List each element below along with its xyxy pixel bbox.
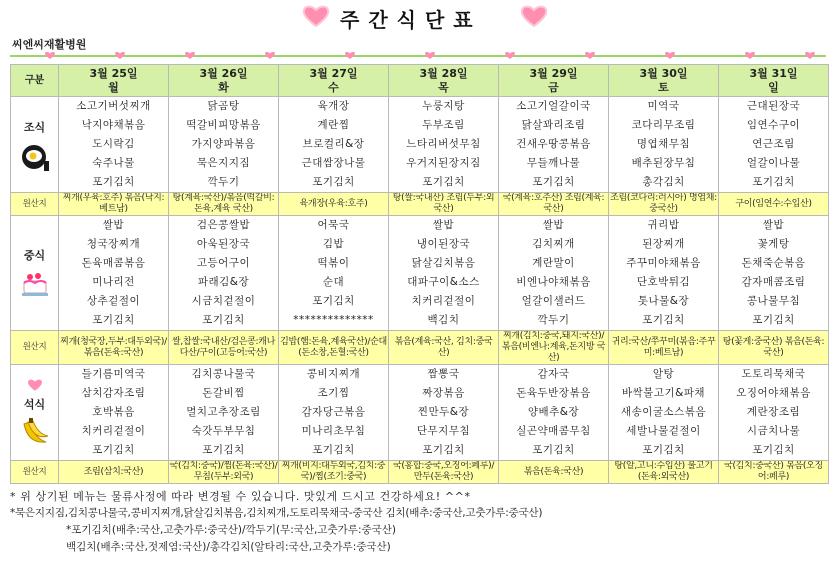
dish-item: 단무지무침 (416, 425, 471, 437)
dish-item: 호박볶음 (92, 406, 135, 418)
dish-item: 콩나물무침 (746, 295, 801, 307)
origin-cell: 귀리:국산/쭈꾸미(볶음:주꾸미:베트남) (609, 331, 719, 365)
dish-item: 쌀밥 (542, 219, 565, 231)
origin-cell: 찌개(비지:대두외국,김치:중국)/찜(조기:중국) (279, 461, 389, 484)
origin-cell: 탕(계육:국산)/볶음(떡갈비:돈육,계육 국산) (169, 193, 279, 216)
dish-item: 육개장 (317, 100, 350, 112)
dish-item: 검은콩쌀밥 (196, 219, 251, 231)
dish-item: 묵은지지짐 (196, 157, 251, 169)
day-menu-cell (59, 365, 169, 461)
dish-item: 어묵국 (317, 219, 350, 231)
origin-cell: 탕(쌀:국내산) 조림(두부:외국산) (389, 193, 499, 216)
dish-item: 김치콩나물국 (191, 368, 256, 380)
dish-item: 미나리초무침 (301, 425, 366, 437)
origin-cell: 탕(꽃게:중국산) 볶음(돈육:국산) (719, 331, 829, 365)
dish-item: 대파구이&소스 (407, 276, 480, 288)
dish-item: 쌀밥 (432, 219, 455, 231)
day-of-week: 수 (328, 80, 339, 94)
dish-item: 양배추&장 (527, 406, 580, 418)
day-header (389, 65, 499, 97)
origin-cell: 찌개(우육:호주) 볶음(낙지:베트남) (59, 193, 169, 216)
day-date: 3월 31일 (749, 66, 798, 80)
meal-label-cell (11, 97, 59, 193)
meal-label: 조식 (23, 120, 46, 134)
day-menu-cell (279, 216, 389, 331)
dish-item: ************** (293, 314, 374, 326)
page-title: 주간식단표 (340, 8, 482, 32)
day-menu-cell (389, 97, 499, 193)
dish-item: 포기김치 (642, 444, 685, 456)
dish-item: 냉이된장국 (416, 238, 471, 250)
meal-row (11, 365, 829, 461)
day-menu-cell (499, 365, 609, 461)
day-date: 3월 30일 (639, 66, 688, 80)
dish-item: 닭살꽈리조림 (521, 119, 586, 131)
dish-item: 삼치감자조림 (81, 387, 146, 399)
dish-item: 포기김치 (422, 176, 465, 188)
dish-item: 김밥 (322, 238, 345, 250)
notes-section (10, 488, 828, 556)
dish-item: 시금치겉절이 (191, 295, 256, 307)
day-menu-cell (499, 97, 609, 193)
day-menu-cell (609, 365, 719, 461)
day-date: 3월 27일 (309, 66, 358, 80)
header (0, 0, 835, 36)
day-menu-cell (279, 365, 389, 461)
day-header (609, 65, 719, 97)
origin-cell: 조림(삼치:국산) (59, 461, 169, 484)
dish-item: 찐만두&장 (417, 406, 470, 418)
dish-item: 감자매콤조림 (741, 276, 806, 288)
dish-item: 돈채죽순볶음 (741, 257, 806, 269)
dish-item: 포기김치 (202, 314, 245, 326)
dish-item: 새송이굴소스볶음 (620, 406, 707, 418)
dish-item: 짜장볶음 (422, 387, 465, 399)
dish-item: 미역국 (647, 100, 680, 112)
dish-item: 무들깨나물 (526, 157, 581, 169)
dish-item: 포기김치 (752, 176, 795, 188)
kimchi-origin-note: *포기김치(배추:국산,고춧가루:중국산)/깍두기(무:국산,고춧가루:중국산) (66, 524, 397, 536)
dish-item: 콩비지찌개 (306, 368, 361, 380)
day-date: 3월 28일 (419, 66, 468, 80)
origin-row (11, 193, 829, 216)
dish-item: 들기름미역국 (81, 368, 146, 380)
dish-item: 조기찜 (317, 387, 350, 399)
fried-egg-icon (20, 137, 50, 171)
day-of-week: 금 (548, 80, 559, 94)
day-header (59, 65, 169, 97)
day-menu-cell (609, 97, 719, 193)
origin-cell: 김밥(햄:돈육,계육국산)/순대(돈소창,돈혈:국산) (279, 331, 389, 365)
dish-item: 닭곰탕 (207, 100, 240, 112)
dish-item: 포기김치 (202, 444, 245, 456)
dish-item: 계란말이 (532, 257, 575, 269)
dish-item: 톳나물&장 (637, 295, 690, 307)
dish-item: 얼갈이나물 (746, 157, 801, 169)
day-of-week: 일 (768, 80, 779, 94)
dish-item: 포기김치 (312, 176, 355, 188)
origin-cell: 국(김치:중국)/찜(돈육:국산)/무침(두부:외국) (169, 461, 278, 482)
dish-item: 깍두기 (207, 176, 240, 188)
dish-item: 포기김치 (312, 295, 355, 307)
day-header (719, 65, 829, 97)
dish-item: 오징어야채볶음 (736, 387, 811, 399)
origin-cell: 구이(임연수:수입산) (719, 193, 829, 216)
dish-item: 연근조림 (752, 138, 795, 150)
dish-item: 두부조림 (422, 119, 465, 131)
day-of-week: 월 (108, 80, 119, 94)
day-menu-cell (169, 365, 279, 461)
origin-cell: 조림(코다리:러시아) 명엽채:중국산) (610, 193, 717, 214)
dish-item: 느타리버섯무침 (406, 138, 481, 150)
ribbon-divider (10, 50, 826, 62)
dish-item: 근대쌈장나물 (301, 157, 366, 169)
day-menu-cell (169, 97, 279, 193)
dish-item: 단호박튀김 (636, 276, 691, 288)
dish-item: 짬뽕국 (427, 368, 460, 380)
heart-icon (520, 4, 548, 28)
dish-item: 포기김치 (92, 314, 135, 326)
meal-row (11, 216, 829, 331)
origin-cell: 볶음(계육:국산, 김치:중국산) (389, 331, 499, 365)
day-date: 3월 25일 (89, 66, 138, 80)
kimchi-origin-note: 백김치(배추:국산,젓제염:국산)/총각김치(알타리:국산,고춧가루:중국산) (66, 541, 391, 553)
dish-item: 계란찜 (317, 119, 350, 131)
dish-item: 치커리겉절이 (411, 295, 476, 307)
origin-cell: 육개장(우육:호주) (279, 193, 389, 216)
dish-item: 포기김치 (752, 444, 795, 456)
dish-item: 포기김치 (752, 314, 795, 326)
dish-item: 바싹불고기&파채 (621, 387, 706, 399)
dish-item: 소고기얼갈이국 (516, 100, 591, 112)
dish-item: 포기김치 (422, 444, 465, 456)
day-menu-cell (169, 216, 279, 331)
dish-item: 숙주나물 (92, 157, 135, 169)
origin-cell: 탕(알,고니:수입산) 불고기(돈육:외국산) (609, 461, 719, 484)
day-menu-cell (279, 97, 389, 193)
origin-label: 원산지 (11, 461, 59, 484)
day-menu-cell (59, 97, 169, 193)
dish-item: 명엽채무침 (636, 138, 691, 150)
weekly-menu-table (10, 64, 829, 484)
dish-item: 돈육매콤볶음 (81, 257, 146, 269)
dish-item: 청국장찌개 (86, 238, 141, 250)
dish-item: 포기김치 (312, 444, 355, 456)
dish-item: 돈갈비찜 (202, 387, 245, 399)
dish-item: 상추겉절이 (86, 295, 141, 307)
dish-item: 배추된장무침 (631, 157, 696, 169)
dish-item: 포기김치 (532, 444, 575, 456)
meal-label: 중식 (23, 249, 46, 262)
dish-item: 계란장조림 (746, 406, 801, 418)
dish-item: 파래김&장 (197, 276, 250, 288)
dish-item: 숙갓두부무침 (191, 425, 256, 437)
gubun-header: 구분 (11, 65, 59, 97)
dish-item: 백김치 (427, 314, 460, 326)
meal-label: 석식 (23, 397, 46, 411)
dish-item: 도시락김 (92, 138, 135, 150)
dish-item: 브로컬리&장 (302, 138, 365, 150)
dish-item: 포기김치 (642, 314, 685, 326)
dish-item: 감자국 (537, 368, 570, 380)
meal-label-cell (11, 216, 59, 331)
day-menu-cell (609, 216, 719, 331)
dish-item: 순대 (322, 276, 345, 288)
dish-item: 쌀밥 (102, 219, 125, 231)
dish-item: 가지양파볶음 (191, 138, 256, 150)
origin-cell: 볶음(돈육:국산) (499, 461, 609, 484)
day-header (169, 65, 279, 97)
dish-item: 포기김치 (532, 176, 575, 188)
dish-item: 누룽지탕 (422, 100, 465, 112)
notice-text: * 위 상기된 메뉴는 물류사정에 따라 변경될 수 있습니다. 맛있게 드시고 건강하세요! ^^* (10, 490, 471, 503)
origin-cell: 쌀,찹쌀:국내산/검은콩:캐나다산/구이(고등어:국산) (169, 331, 279, 365)
dish-item: 고등어구이 (196, 257, 251, 269)
dish-item: 꽃게탕 (757, 238, 790, 250)
dish-item: 우거지된장지짐 (406, 157, 481, 169)
day-menu-cell (389, 365, 499, 461)
day-menu-cell (499, 216, 609, 331)
dish-item: 깍두기 (537, 314, 570, 326)
dish-item: 알탕 (652, 368, 675, 380)
day-of-week: 목 (438, 80, 449, 94)
meal-row (11, 97, 829, 193)
origin-label: 원산지 (11, 193, 59, 216)
dish-item: 감자당근볶음 (301, 406, 366, 418)
day-header (499, 65, 609, 97)
day-menu-cell (719, 97, 829, 193)
dish-item: 건새우땅콩볶음 (516, 138, 591, 150)
day-menu-cell (719, 216, 829, 331)
dish-item: 귀리밥 (647, 219, 680, 231)
dish-item: 낙지야채볶음 (81, 119, 146, 131)
dish-item: 실곤약매콤무침 (516, 425, 591, 437)
origin-cell: 국(계육:호주산) 조림(계육:국산) (499, 193, 609, 216)
dish-item: 근대된장국 (746, 100, 801, 112)
day-menu-cell (389, 216, 499, 331)
date-header-row (11, 65, 829, 97)
cake-icon (20, 265, 50, 299)
dish-item: 된장찌개 (642, 238, 685, 250)
dish-item: 도토리묵채국 (741, 368, 806, 380)
dish-item: 김치찌개 (532, 238, 575, 250)
dish-item: 시금치나물 (746, 425, 801, 437)
dish-item: 코다리무조림 (631, 119, 696, 131)
day-date: 3월 26일 (199, 66, 248, 80)
dish-item: 멸치고추장조림 (186, 406, 261, 418)
kimchi-origin-note: *묵은지지짐,김치콩나물국,콩비지찌개,닭살김치볶음,김치찌개,도토리묵채국-중국산 김치(배추:중국산,고춧가루:중국산) (10, 507, 543, 519)
dish-item: 주꾸미야채볶음 (626, 257, 701, 269)
origin-label: 원산지 (11, 331, 59, 365)
dish-item: 비엔나야채볶음 (516, 276, 591, 288)
origin-cell: 찌개(청국장,두부:대두외국)/볶음(돈육:국산) (59, 331, 169, 365)
dish-item: 닭살김치볶음 (411, 257, 476, 269)
dish-item: 임연수구이 (746, 119, 801, 131)
day-menu-cell (59, 216, 169, 331)
day-menu-cell (719, 365, 829, 461)
day-of-week: 화 (218, 80, 229, 94)
origin-row (11, 331, 829, 365)
origin-cell: 국(홍합:중국,오징어:페루)/만두(돈육:국산) (389, 461, 499, 484)
dish-item: 쌀밥 (762, 219, 785, 231)
heart-icon (302, 4, 330, 28)
meal-label-cell (11, 365, 59, 461)
dish-item: 얼갈이샐러드 (521, 295, 586, 307)
heart-icon (27, 378, 43, 392)
dish-item: 총각김치 (642, 176, 685, 188)
hospital-name: 씨엔씨재활병원 (12, 38, 87, 51)
day-of-week: 토 (658, 80, 669, 94)
origin-row (11, 461, 829, 484)
origin-cell: 찌개(김치:중국,돼지:국산)/볶음(비엔나:계육,돈지방 국산) (499, 331, 609, 365)
day-header (279, 65, 389, 97)
dish-item: 포기김치 (92, 176, 135, 188)
dish-item: 떡볶이 (317, 257, 350, 269)
dish-item: 떡갈비피망볶음 (186, 119, 261, 131)
day-date: 3월 29일 (529, 66, 578, 80)
origin-cell: 국(김치:중국산) 볶음(오징어:페루) (719, 461, 829, 484)
dish-item: 돈육두반장볶음 (516, 387, 591, 399)
dish-item: 치커리겉절이 (81, 425, 146, 437)
banana-icon (20, 414, 50, 448)
dish-item: 포기김치 (92, 444, 135, 456)
dish-item: 아욱된장국 (196, 238, 251, 250)
dish-item: 세발나물겉절이 (626, 425, 701, 437)
dish-item: 소고기버섯찌개 (76, 100, 151, 112)
dish-item: 미나리전 (92, 276, 135, 288)
